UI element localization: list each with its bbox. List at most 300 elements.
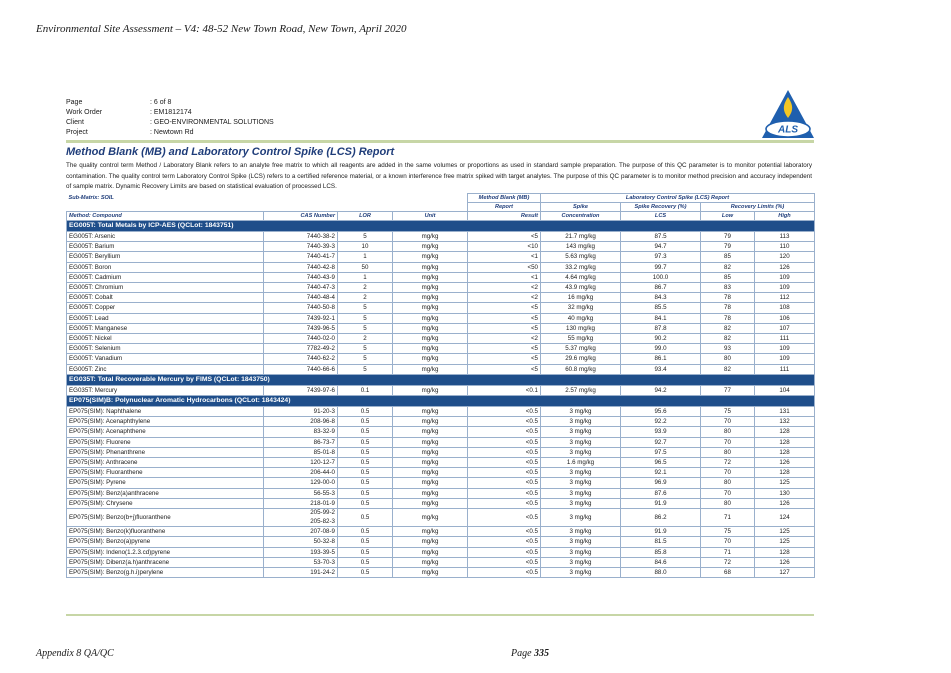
table-cell: 2	[338, 334, 393, 344]
meta-key: Work Order	[66, 109, 103, 116]
table-cell: 3 mg/kg	[541, 527, 621, 537]
table-cell: 71	[701, 509, 755, 527]
table-cell: 125	[755, 527, 815, 537]
table-cell: 109	[755, 354, 815, 364]
table-cell: 81.5	[621, 537, 701, 547]
table-cell: EP075(SIM): Pyrene	[67, 478, 264, 488]
table-cell: <2	[468, 283, 541, 293]
table-row	[67, 262, 815, 272]
section-title: EG035T: Total Recoverable Mercury by FIMS (QCLot: 1843750)	[67, 374, 815, 385]
table-cell: mg/kg	[393, 242, 468, 252]
table-cell: 80	[701, 354, 755, 364]
table-cell: 93	[701, 344, 755, 354]
table-cell: 0.5	[338, 447, 393, 457]
table-cell: 82	[701, 262, 755, 272]
table-cell: 112	[755, 293, 815, 303]
table-cell: 71	[701, 547, 755, 557]
table-cell: <10	[468, 242, 541, 252]
table-cell: mg/kg	[393, 354, 468, 364]
table-cell: 0.5	[338, 568, 393, 578]
table-cell: 127	[755, 568, 815, 578]
footer-page-label: Page	[511, 648, 532, 659]
table-cell: EG005T: Vanadium	[67, 354, 264, 364]
table-cell: EP075(SIM): Fluoranthene	[67, 468, 264, 478]
table-cell: 7440-47-3	[264, 283, 338, 293]
header-lcs: LCS	[621, 212, 701, 221]
table-cell: 111	[755, 334, 815, 344]
table-cell: 129-00-0	[264, 478, 338, 488]
table-cell: 43.9 mg/kg	[541, 283, 621, 293]
table-cell: <5	[468, 364, 541, 374]
table-cell: <0.5	[468, 527, 541, 537]
table-cell: 128	[755, 447, 815, 457]
table-cell: 125	[755, 478, 815, 488]
meta-value: : 6 of 8	[150, 99, 172, 106]
table-cell: 82	[701, 334, 755, 344]
table-cell: 104	[755, 385, 815, 395]
table-cell: 56-55-3	[264, 488, 338, 498]
table-cell: 0.5	[338, 407, 393, 417]
table-cell: 33.2 mg/kg	[541, 262, 621, 272]
running-header: Environmental Site Assessment – V4: 48-52 New Town Road, New Town, April 2020	[36, 23, 407, 35]
table-cell: EG005T: Barium	[67, 242, 264, 252]
sub-matrix-value: SOIL	[100, 195, 114, 201]
table-cell: 109	[755, 283, 815, 293]
table-cell: 87.5	[621, 232, 701, 242]
footer-appendix: Appendix 8 QA/QC	[36, 648, 114, 659]
meta-key: Project	[66, 129, 88, 136]
meta-value: : Newtown Rd	[150, 129, 194, 136]
table-cell: EP075(SIM): Fluorene	[67, 437, 264, 447]
report-meta	[66, 98, 274, 138]
meta-key: Page	[66, 99, 83, 106]
section-header	[67, 396, 815, 407]
table-cell: 72	[701, 557, 755, 567]
table-cell: EP075(SIM): Indeno(1.2.3.cd)pyrene	[67, 547, 264, 557]
table-cell: mg/kg	[393, 334, 468, 344]
table-cell: 7440-41-7	[264, 252, 338, 262]
table-cell: 1	[338, 252, 393, 262]
table-cell: 113	[755, 232, 815, 242]
table-cell: <0.5	[468, 468, 541, 478]
table-cell: <0.5	[468, 557, 541, 567]
table-cell: 128	[755, 437, 815, 447]
table-row	[67, 568, 815, 578]
table-cell: 83-32-9	[264, 427, 338, 437]
table-cell: 3 mg/kg	[541, 547, 621, 557]
table-cell: 0.5	[338, 417, 393, 427]
table-cell: 86-73-7	[264, 437, 338, 447]
table-cell: <0.5	[468, 537, 541, 547]
table-cell: 80	[701, 498, 755, 508]
table-cell: <0.5	[468, 427, 541, 437]
table-cell: mg/kg	[393, 447, 468, 457]
section-header	[67, 221, 815, 232]
header-unit: Unit	[393, 212, 468, 221]
table-cell: <5	[468, 344, 541, 354]
table-cell: 3 mg/kg	[541, 568, 621, 578]
table-cell: 97.5	[621, 447, 701, 457]
table-cell: 126	[755, 458, 815, 468]
header-low: Low	[701, 212, 755, 221]
table-cell: EG005T: Selenium	[67, 344, 264, 354]
table-cell: <5	[468, 313, 541, 323]
table-cell: 96.9	[621, 478, 701, 488]
table-cell: mg/kg	[393, 437, 468, 447]
table-cell: <0.5	[468, 447, 541, 457]
section-title: EP075(SIM)B: Polynuclear Aromatic Hydrocarbons (QCLot: 1843424)	[67, 396, 815, 407]
table-cell: 7439-96-5	[264, 323, 338, 333]
table-cell: 94.7	[621, 242, 701, 252]
table-cell: 40 mg/kg	[541, 313, 621, 323]
bottom-rule	[66, 614, 814, 616]
header-spike-recovery: Spike Recovery (%)	[621, 203, 701, 212]
table-cell: mg/kg	[393, 498, 468, 508]
table-cell: 126	[755, 498, 815, 508]
table-cell: EG005T: Cadmium	[67, 272, 264, 282]
table-cell: 0.5	[338, 498, 393, 508]
table-cell: 5	[338, 232, 393, 242]
table-cell: 2	[338, 293, 393, 303]
table-cell: <0.5	[468, 568, 541, 578]
table-cell: EG005T: Beryllium	[67, 252, 264, 262]
table-row	[67, 232, 815, 242]
table-cell: 78	[701, 303, 755, 313]
table-cell: 3 mg/kg	[541, 537, 621, 547]
table-cell: mg/kg	[393, 509, 468, 527]
table-cell: 91.9	[621, 527, 701, 537]
table-cell: 126	[755, 557, 815, 567]
meta-value: : EM1812174	[150, 109, 192, 116]
table-cell: 87.6	[621, 488, 701, 498]
table-cell: 0.5	[338, 488, 393, 498]
meta-value: : GEO-ENVIRONMENTAL SOLUTIONS	[150, 119, 274, 126]
table-cell: 85-01-8	[264, 447, 338, 457]
table-cell: mg/kg	[393, 232, 468, 242]
header-cas: CAS Number	[264, 212, 338, 221]
table-cell: 3 mg/kg	[541, 417, 621, 427]
table-cell: 90.2	[621, 334, 701, 344]
table-cell: EP075(SIM): Benz(a)anthracene	[67, 488, 264, 498]
table-cell: 3 mg/kg	[541, 557, 621, 567]
table-cell: 92.7	[621, 437, 701, 447]
table-cell: 5	[338, 313, 393, 323]
table-cell: EG005T: Copper	[67, 303, 264, 313]
meta-row-page	[66, 98, 274, 108]
table-cell: 128	[755, 427, 815, 437]
table-cell: 75	[701, 407, 755, 417]
table-row	[67, 364, 815, 374]
table-cell: 16 mg/kg	[541, 293, 621, 303]
table-cell: 50	[338, 262, 393, 272]
table-cell: 207-08-9	[264, 527, 338, 537]
table-cell: 120	[755, 252, 815, 262]
table-row	[67, 547, 815, 557]
logo-text: ALS	[778, 124, 798, 136]
table-row	[67, 354, 815, 364]
sub-matrix	[67, 194, 264, 203]
table-cell: 7440-42-8	[264, 262, 338, 272]
table-cell: 0.1	[338, 385, 393, 395]
table-cell: 120-12-7	[264, 458, 338, 468]
table-cell: 3 mg/kg	[541, 478, 621, 488]
table-row	[67, 488, 815, 498]
table-cell: 5.37 mg/kg	[541, 344, 621, 354]
table-cell: 5.63 mg/kg	[541, 252, 621, 262]
header-high: High	[755, 212, 815, 221]
table-cell: 86.7	[621, 283, 701, 293]
table-cell: 131	[755, 407, 815, 417]
table-cell: 75	[701, 527, 755, 537]
footer-page-number: 335	[534, 648, 550, 659]
table-row	[67, 303, 815, 313]
table-row	[67, 242, 815, 252]
table-cell: 96.5	[621, 458, 701, 468]
table-cell: 0.5	[338, 468, 393, 478]
table-cell: 91-20-3	[264, 407, 338, 417]
table-cell: 79	[701, 232, 755, 242]
table-cell: 3 mg/kg	[541, 488, 621, 498]
table-cell: 126	[755, 262, 815, 272]
table-cell: <5	[468, 323, 541, 333]
table-cell: 109	[755, 344, 815, 354]
table-cell: mg/kg	[393, 385, 468, 395]
table-cell: 92.2	[621, 417, 701, 427]
table-cell: 132	[755, 417, 815, 427]
table-cell: 53-70-3	[264, 557, 338, 567]
table-cell: 124	[755, 509, 815, 527]
table-cell: 78	[701, 293, 755, 303]
table-cell: 5	[338, 303, 393, 313]
table-cell: mg/kg	[393, 547, 468, 557]
table-row	[67, 417, 815, 427]
table-cell: 3 mg/kg	[541, 447, 621, 457]
table-cell: <5	[468, 354, 541, 364]
table-cell: 85	[701, 272, 755, 282]
table-cell: mg/kg	[393, 293, 468, 303]
meta-row-client	[66, 118, 274, 128]
table-cell: 100.0	[621, 272, 701, 282]
table-row	[67, 427, 815, 437]
table-row	[67, 252, 815, 262]
table-cell: 32 mg/kg	[541, 303, 621, 313]
table-cell: 7440-48-4	[264, 293, 338, 303]
table-row	[67, 272, 815, 282]
table-cell: 5	[338, 344, 393, 354]
table-cell: 3 mg/kg	[541, 427, 621, 437]
table-cell: 218-01-9	[264, 498, 338, 508]
table-cell: EP075(SIM): Acenaphthene	[67, 427, 264, 437]
table-cell: 5	[338, 364, 393, 374]
table-cell: 208-96-8	[264, 417, 338, 427]
table-cell: mg/kg	[393, 568, 468, 578]
table-cell: 95.6	[621, 407, 701, 417]
table-cell: mg/kg	[393, 478, 468, 488]
table-cell: 29.6 mg/kg	[541, 354, 621, 364]
table-cell: 68	[701, 568, 755, 578]
table-cell: 99.7	[621, 262, 701, 272]
table-cell: 107	[755, 323, 815, 333]
table-cell: 3 mg/kg	[541, 509, 621, 527]
table-cell: mg/kg	[393, 313, 468, 323]
table-cell: 5	[338, 323, 393, 333]
table-cell: 108	[755, 303, 815, 313]
table-cell: 128	[755, 468, 815, 478]
table-cell: 97.3	[621, 252, 701, 262]
table-cell: 130 mg/kg	[541, 323, 621, 333]
table-cell: <2	[468, 293, 541, 303]
table-row	[67, 458, 815, 468]
table-cell: mg/kg	[393, 407, 468, 417]
table-cell: mg/kg	[393, 458, 468, 468]
table-cell: 125	[755, 537, 815, 547]
table-cell: 80	[701, 427, 755, 437]
header-spike: Spike	[541, 203, 621, 212]
table-cell: 93.9	[621, 427, 701, 437]
table-cell: mg/kg	[393, 557, 468, 567]
table-cell: EP075(SIM): Dibenz(a.h)anthracene	[67, 557, 264, 567]
table-cell: <0.1	[468, 385, 541, 395]
table-cell: 72	[701, 458, 755, 468]
table-cell: <0.5	[468, 547, 541, 557]
als-logo	[760, 88, 816, 140]
table-cell: 7440-50-8	[264, 303, 338, 313]
table-cell: 0.5	[338, 478, 393, 488]
section-title: EG005T: Total Metals by ICP-AES (QCLot: 1843751)	[67, 221, 815, 232]
header-mb-group: Method Blank (MB)	[468, 194, 541, 203]
table-cell: 79	[701, 242, 755, 252]
table-cell: 3 mg/kg	[541, 437, 621, 447]
table-cell: EP075(SIM): Benzo(k)fluoranthene	[67, 527, 264, 537]
table-cell: 7440-66-6	[264, 364, 338, 374]
table-cell: 111	[755, 364, 815, 374]
table-cell: 7440-38-2	[264, 232, 338, 242]
table-cell: EG005T: Boron	[67, 262, 264, 272]
table-cell: mg/kg	[393, 303, 468, 313]
table-cell: <0.5	[468, 458, 541, 468]
table-cell: 70	[701, 437, 755, 447]
table-row	[67, 478, 815, 488]
table-row	[67, 509, 815, 527]
header-lor: LOR	[338, 212, 393, 221]
table-cell: 0.5	[338, 527, 393, 537]
table-cell: EG005T: Cobalt	[67, 293, 264, 303]
table-row	[67, 537, 815, 547]
table-cell: 7440-62-2	[264, 354, 338, 364]
table-cell: EG005T: Manganese	[67, 323, 264, 333]
table-cell: 99.0	[621, 344, 701, 354]
table-cell: 7440-39-3	[264, 242, 338, 252]
table-cell: 3 mg/kg	[541, 407, 621, 417]
table-cell: 70	[701, 488, 755, 498]
table-cell: EP075(SIM): Phenanthrene	[67, 447, 264, 457]
table-cell: 84.6	[621, 557, 701, 567]
table-cell: 0.5	[338, 458, 393, 468]
table-cell: 70	[701, 417, 755, 427]
table-cell: 3 mg/kg	[541, 498, 621, 508]
table-cell: 2	[338, 283, 393, 293]
table-cell: EG005T: Lead	[67, 313, 264, 323]
table-cell: 106	[755, 313, 815, 323]
header-rule	[66, 140, 814, 143]
sub-matrix-label: Sub-Matrix:	[68, 195, 101, 201]
table-cell: 86.1	[621, 354, 701, 364]
table-cell: mg/kg	[393, 272, 468, 282]
table-cell: 193-39-5	[264, 547, 338, 557]
table-cell: <0.5	[468, 407, 541, 417]
table-cell: mg/kg	[393, 537, 468, 547]
table-cell: 21.7 mg/kg	[541, 232, 621, 242]
table-cell: mg/kg	[393, 344, 468, 354]
table-cell: mg/kg	[393, 262, 468, 272]
table-cell: mg/kg	[393, 323, 468, 333]
table-cell: 87.8	[621, 323, 701, 333]
table-cell: <1	[468, 252, 541, 262]
table-cell: 2.57 mg/kg	[541, 385, 621, 395]
table-cell: 50-32-8	[264, 537, 338, 547]
table-cell: 7782-49-2	[264, 344, 338, 354]
meta-row-project	[66, 128, 274, 138]
header-result: Result	[468, 212, 541, 221]
table-row	[67, 498, 815, 508]
table-cell: EG035T: Mercury	[67, 385, 264, 395]
table-cell: mg/kg	[393, 488, 468, 498]
table-cell: EG005T: Arsenic	[67, 232, 264, 242]
table-row	[67, 385, 815, 395]
table-cell: 0.5	[338, 427, 393, 437]
table-cell: 77	[701, 385, 755, 395]
table-cell: 83	[701, 283, 755, 293]
table-cell: 128	[755, 547, 815, 557]
table-cell: 80	[701, 478, 755, 488]
table-cell: <2	[468, 334, 541, 344]
table-cell: 91.9	[621, 498, 701, 508]
header-recovery-limits: Recovery Limits (%)	[701, 203, 815, 212]
table-cell: 85.5	[621, 303, 701, 313]
table-cell: 80	[701, 447, 755, 457]
table-cell: mg/kg	[393, 427, 468, 437]
table-cell: mg/kg	[393, 527, 468, 537]
table-cell: 0.5	[338, 437, 393, 447]
table-cell: EG005T: Chromium	[67, 283, 264, 293]
table-cell: 84.1	[621, 313, 701, 323]
table-cell: EP075(SIM): Acenaphthylene	[67, 417, 264, 427]
meta-row-work-order	[66, 108, 274, 118]
table-row	[67, 283, 815, 293]
table-row	[67, 323, 815, 333]
table-cell: 94.2	[621, 385, 701, 395]
header-lcs-group: Laboratory Control Spike (LCS) Report	[541, 194, 815, 203]
report-description: The quality control term Method / Laboratory Blank refers to an analyte free matrix to which all reagents are added in the same volumes or proportions as used in standard sample preparation. The purpose of this QC parameter is to monitor potential laboratory contamination. The quality control term Laboratory Control Spike (LCS) refers to a certified reference material, or a known interference free matrix spiked with target analytes. The purpose of this QC parameter is to monitor method precision and accuracy independent of sample matrix. Dynamic Recovery Limits are based on statistical evaluation of processed LCS.	[66, 162, 812, 190]
header-mb-report: Report	[468, 203, 541, 212]
table-cell: 3 mg/kg	[541, 468, 621, 478]
table-cell: 7440-43-9	[264, 272, 338, 282]
table-row	[67, 447, 815, 457]
table-cell: 109	[755, 272, 815, 282]
table-cell: <0.5	[468, 478, 541, 488]
table-cell: 70	[701, 537, 755, 547]
table-cell: mg/kg	[393, 364, 468, 374]
table-row	[67, 557, 815, 567]
table-cell: 143 mg/kg	[541, 242, 621, 252]
table-row	[67, 334, 815, 344]
table-cell: 205-99-2 205-82-3	[264, 509, 338, 527]
table-cell: 206-44-0	[264, 468, 338, 478]
table-cell: <0.5	[468, 498, 541, 508]
table-cell: EP075(SIM): Benzo(g.h.i)perylene	[67, 568, 264, 578]
table-cell: 0.5	[338, 557, 393, 567]
table-cell: 78	[701, 313, 755, 323]
